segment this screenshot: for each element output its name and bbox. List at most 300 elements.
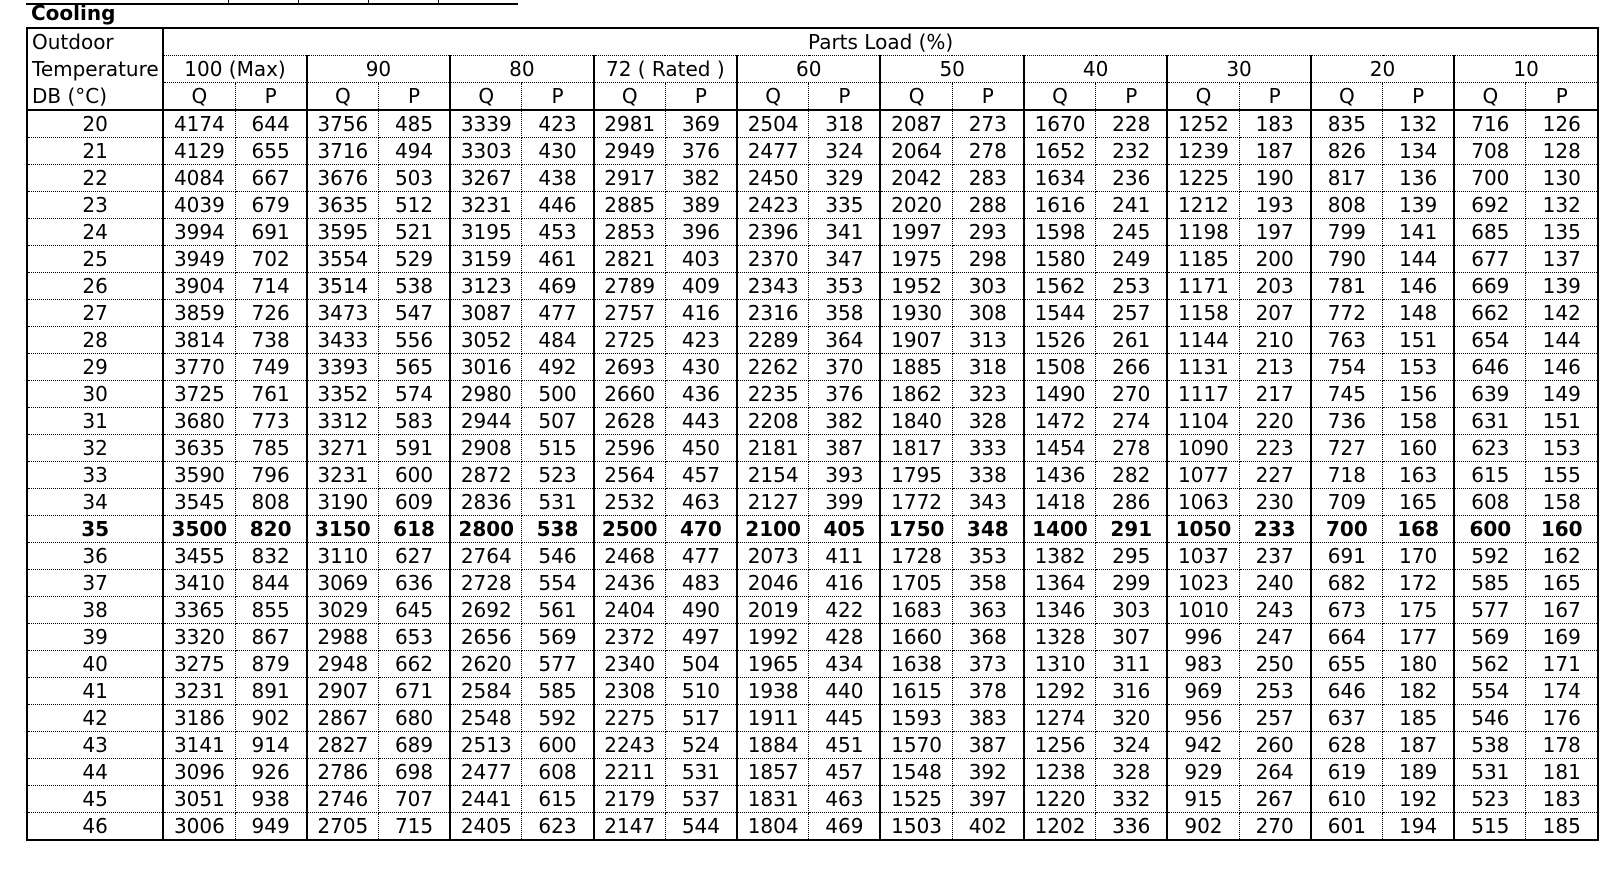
capacity-q-cell: 3087 bbox=[450, 300, 522, 327]
p-column-header: P bbox=[1383, 83, 1455, 111]
power-p-cell: 608 bbox=[522, 759, 594, 786]
capacity-q-cell: 546 bbox=[1454, 705, 1526, 732]
top-tick bbox=[228, 0, 229, 3]
power-p-cell: 484 bbox=[522, 327, 594, 354]
power-p-cell: 257 bbox=[1239, 705, 1311, 732]
capacity-q-cell: 2980 bbox=[450, 381, 522, 408]
power-p-cell: 158 bbox=[1383, 408, 1455, 435]
power-p-cell: 926 bbox=[235, 759, 307, 786]
capacity-q-cell: 2308 bbox=[594, 678, 666, 705]
power-p-cell: 241 bbox=[1096, 192, 1168, 219]
power-p-cell: 504 bbox=[665, 651, 737, 678]
capacity-q-cell: 2620 bbox=[450, 651, 522, 678]
power-p-cell: 698 bbox=[378, 759, 450, 786]
load-header: 72 ( Rated ) bbox=[594, 56, 737, 83]
table-row bbox=[27, 354, 1598, 381]
q-column-header: Q bbox=[737, 83, 809, 111]
capacity-q-cell: 1634 bbox=[1024, 165, 1096, 192]
power-p-cell: 232 bbox=[1096, 138, 1168, 165]
capacity-q-cell: 1454 bbox=[1024, 435, 1096, 462]
power-p-cell: 128 bbox=[1526, 138, 1598, 165]
table-row bbox=[27, 813, 1598, 841]
power-p-cell: 223 bbox=[1239, 435, 1311, 462]
power-p-cell: 264 bbox=[1239, 759, 1311, 786]
capacity-q-cell: 637 bbox=[1311, 705, 1383, 732]
temperature-cell: 30 bbox=[27, 381, 163, 408]
power-p-cell: 477 bbox=[665, 543, 737, 570]
capacity-q-cell: 623 bbox=[1454, 435, 1526, 462]
power-p-cell: 546 bbox=[522, 543, 594, 570]
power-p-cell: 250 bbox=[1239, 651, 1311, 678]
table-row bbox=[27, 570, 1598, 597]
power-p-cell: 257 bbox=[1096, 300, 1168, 327]
power-p-cell: 671 bbox=[378, 678, 450, 705]
capacity-q-cell: 2746 bbox=[307, 786, 379, 813]
power-p-cell: 430 bbox=[522, 138, 594, 165]
table-row bbox=[27, 300, 1598, 327]
power-p-cell: 167 bbox=[1526, 597, 1598, 624]
capacity-q-cell: 2211 bbox=[594, 759, 666, 786]
capacity-q-cell: 673 bbox=[1311, 597, 1383, 624]
capacity-q-cell: 3410 bbox=[163, 570, 235, 597]
power-p-cell: 538 bbox=[378, 273, 450, 300]
capacity-q-cell: 608 bbox=[1454, 489, 1526, 516]
power-p-cell: 565 bbox=[378, 354, 450, 381]
power-p-cell: 187 bbox=[1239, 138, 1311, 165]
capacity-q-cell: 2243 bbox=[594, 732, 666, 759]
capacity-q-cell: 3352 bbox=[307, 381, 379, 408]
power-p-cell: 353 bbox=[952, 543, 1024, 570]
table-row bbox=[27, 516, 1598, 543]
capacity-q-cell: 3455 bbox=[163, 543, 235, 570]
power-p-cell: 333 bbox=[952, 435, 1024, 462]
power-p-cell: 627 bbox=[378, 543, 450, 570]
power-p-cell: 177 bbox=[1383, 624, 1455, 651]
header-row-2 bbox=[27, 56, 1598, 83]
capacity-q-cell: 2786 bbox=[307, 759, 379, 786]
capacity-q-cell: 3123 bbox=[450, 273, 522, 300]
power-p-cell: 529 bbox=[378, 246, 450, 273]
power-p-cell: 773 bbox=[235, 408, 307, 435]
load-header: 20 bbox=[1311, 56, 1454, 83]
power-p-cell: 561 bbox=[522, 597, 594, 624]
power-p-cell: 151 bbox=[1526, 408, 1598, 435]
table-row bbox=[27, 408, 1598, 435]
temperature-cell: 33 bbox=[27, 462, 163, 489]
capacity-q-cell: 1292 bbox=[1024, 678, 1096, 705]
power-p-cell: 585 bbox=[522, 678, 594, 705]
capacity-q-cell: 615 bbox=[1454, 462, 1526, 489]
power-p-cell: 247 bbox=[1239, 624, 1311, 651]
table-row bbox=[27, 462, 1598, 489]
temperature-cell: 22 bbox=[27, 165, 163, 192]
capacity-q-cell: 628 bbox=[1311, 732, 1383, 759]
capacity-q-cell: 1911 bbox=[737, 705, 809, 732]
power-p-cell: 185 bbox=[1542, 814, 1581, 838]
power-p-cell: 500 bbox=[522, 381, 594, 408]
power-p-cell: 483 bbox=[665, 570, 737, 597]
power-p-cell: 583 bbox=[378, 408, 450, 435]
power-p-cell: 537 bbox=[665, 786, 737, 813]
table-row bbox=[27, 327, 1598, 354]
p-column-header: P bbox=[235, 83, 307, 111]
power-p-cell: 273 bbox=[952, 110, 1024, 138]
capacity-q-cell: 2988 bbox=[307, 624, 379, 651]
capacity-q-cell: 3110 bbox=[307, 543, 379, 570]
capacity-q-cell: 3680 bbox=[163, 408, 235, 435]
top-tick bbox=[368, 0, 369, 3]
power-p-cell: 141 bbox=[1383, 219, 1455, 246]
capacity-q-cell: 2100 bbox=[737, 516, 809, 543]
power-p-cell: 645 bbox=[378, 597, 450, 624]
capacity-q-cell: 3006 bbox=[163, 813, 235, 841]
power-p-cell: 867 bbox=[235, 624, 307, 651]
capacity-q-cell: 2944 bbox=[450, 408, 522, 435]
power-p-cell: 313 bbox=[952, 327, 1024, 354]
power-p-cell: 387 bbox=[952, 732, 1024, 759]
capacity-q-cell: 2046 bbox=[737, 570, 809, 597]
capacity-q-cell: 3141 bbox=[163, 732, 235, 759]
capacity-q-cell: 2692 bbox=[450, 597, 522, 624]
power-p-cell: 139 bbox=[1383, 192, 1455, 219]
table-row bbox=[27, 489, 1598, 516]
power-p-cell: 183 bbox=[1526, 786, 1598, 813]
capacity-q-cell: 2019 bbox=[737, 597, 809, 624]
power-p-cell: 446 bbox=[522, 192, 594, 219]
power-p-cell: 261 bbox=[1096, 327, 1168, 354]
table-row bbox=[27, 165, 1598, 192]
capacity-q-cell: 3514 bbox=[307, 273, 379, 300]
capacity-q-cell: 3635 bbox=[163, 435, 235, 462]
power-p-cell: 348 bbox=[952, 516, 1024, 543]
temperature-cell: 46 bbox=[27, 813, 163, 841]
capacity-q-cell: 610 bbox=[1311, 786, 1383, 813]
table-row bbox=[27, 786, 1598, 813]
power-p-cell: 369 bbox=[665, 110, 737, 138]
top-tick bbox=[298, 0, 299, 3]
capacity-q-cell: 2907 bbox=[307, 678, 379, 705]
capacity-q-cell: 781 bbox=[1311, 273, 1383, 300]
power-p-cell: 200 bbox=[1239, 246, 1311, 273]
power-p-cell: 655 bbox=[235, 138, 307, 165]
capacity-q-cell: 1938 bbox=[737, 678, 809, 705]
capacity-q-cell: 3096 bbox=[163, 759, 235, 786]
power-p-cell: 497 bbox=[665, 624, 737, 651]
capacity-q-cell: 682 bbox=[1311, 570, 1383, 597]
power-p-cell: 190 bbox=[1239, 165, 1311, 192]
power-p-cell: 494 bbox=[378, 138, 450, 165]
power-p-cell: 376 bbox=[809, 381, 881, 408]
table-row bbox=[27, 705, 1598, 732]
section-title: Cooling bbox=[31, 1, 116, 25]
power-p-cell: 329 bbox=[809, 165, 881, 192]
capacity-q-cell: 2853 bbox=[594, 219, 666, 246]
capacity-q-cell: 754 bbox=[1311, 354, 1383, 381]
capacity-q-cell: 983 bbox=[1167, 651, 1239, 678]
power-p-cell: 311 bbox=[1096, 651, 1168, 678]
power-p-cell: 373 bbox=[952, 651, 1024, 678]
load-header: 90 bbox=[307, 56, 450, 83]
capacity-q-cell: 3029 bbox=[307, 597, 379, 624]
power-p-cell: 171 bbox=[1526, 651, 1598, 678]
temperature-cell: 29 bbox=[27, 354, 163, 381]
power-p-cell: 855 bbox=[235, 597, 307, 624]
capacity-q-cell: 1997 bbox=[880, 219, 952, 246]
power-p-cell: 358 bbox=[809, 300, 881, 327]
capacity-q-cell: 2343 bbox=[737, 273, 809, 300]
power-p-cell: 165 bbox=[1526, 570, 1598, 597]
table-row bbox=[27, 732, 1598, 759]
table-row bbox=[27, 435, 1598, 462]
capacity-q-cell: 2436 bbox=[594, 570, 666, 597]
power-p-cell: 136 bbox=[1383, 165, 1455, 192]
load-header: 30 bbox=[1167, 56, 1310, 83]
power-p-cell: 879 bbox=[235, 651, 307, 678]
capacity-q-cell: 1930 bbox=[880, 300, 952, 327]
table-row bbox=[27, 138, 1598, 165]
power-p-cell: 328 bbox=[952, 408, 1024, 435]
power-p-cell: 353 bbox=[809, 273, 881, 300]
temperature-cell: 36 bbox=[27, 543, 163, 570]
capacity-q-cell: 1840 bbox=[880, 408, 952, 435]
capacity-q-cell: 790 bbox=[1311, 246, 1383, 273]
q-column-header: Q bbox=[1311, 83, 1383, 111]
q-column-header: Q bbox=[880, 83, 952, 111]
power-p-cell: 168 bbox=[1383, 516, 1455, 543]
table-row bbox=[27, 110, 1598, 138]
capacity-q-cell: 1683 bbox=[880, 597, 952, 624]
power-p-cell: 245 bbox=[1096, 219, 1168, 246]
capacity-q-cell: 1526 bbox=[1024, 327, 1096, 354]
power-p-cell: 438 bbox=[522, 165, 594, 192]
power-p-cell: 396 bbox=[665, 219, 737, 246]
power-p-cell: 577 bbox=[522, 651, 594, 678]
power-p-cell: 600 bbox=[378, 462, 450, 489]
power-p-cell: 160 bbox=[1526, 516, 1598, 543]
power-p-cell: 187 bbox=[1383, 732, 1455, 759]
power-p-cell: 503 bbox=[378, 165, 450, 192]
capacity-q-cell: 2235 bbox=[737, 381, 809, 408]
temperature-cell: 28 bbox=[27, 327, 163, 354]
power-p-cell: 183 bbox=[1239, 110, 1311, 138]
power-p-cell: 134 bbox=[1383, 138, 1455, 165]
capacity-q-cell: 3393 bbox=[307, 354, 379, 381]
capacity-q-cell: 1252 bbox=[1167, 110, 1239, 138]
table-row bbox=[27, 219, 1598, 246]
capacity-q-cell: 1202 bbox=[1024, 813, 1096, 841]
power-p-cell: 702 bbox=[235, 246, 307, 273]
table-row bbox=[27, 597, 1598, 624]
capacity-q-cell: 1548 bbox=[880, 759, 952, 786]
p-column-header: P bbox=[1096, 83, 1168, 111]
temperature-cell: 44 bbox=[27, 759, 163, 786]
power-p-cell: 146 bbox=[1383, 273, 1455, 300]
power-p-cell: 485 bbox=[378, 110, 450, 138]
capacity-q-cell: 2275 bbox=[594, 705, 666, 732]
capacity-q-cell: 685 bbox=[1454, 219, 1526, 246]
capacity-q-cell: 3069 bbox=[307, 570, 379, 597]
capacity-q-cell: 2450 bbox=[737, 165, 809, 192]
capacity-q-cell: 826 bbox=[1311, 138, 1383, 165]
power-p-cell: 785 bbox=[235, 435, 307, 462]
capacity-q-cell: 2396 bbox=[737, 219, 809, 246]
capacity-q-cell: 2370 bbox=[737, 246, 809, 273]
capacity-q-cell: 763 bbox=[1311, 327, 1383, 354]
capacity-q-cell: 1508 bbox=[1024, 354, 1096, 381]
power-p-cell: 409 bbox=[665, 273, 737, 300]
power-p-cell: 521 bbox=[378, 219, 450, 246]
capacity-q-cell: 3186 bbox=[163, 705, 235, 732]
power-p-cell: 158 bbox=[1526, 489, 1598, 516]
capacity-q-cell: 1144 bbox=[1167, 327, 1239, 354]
capacity-q-cell: 3231 bbox=[307, 462, 379, 489]
capacity-q-cell: 996 bbox=[1167, 624, 1239, 651]
capacity-q-cell: 2885 bbox=[594, 192, 666, 219]
capacity-q-cell: 2500 bbox=[594, 516, 666, 543]
capacity-q-cell: 1952 bbox=[880, 273, 952, 300]
capacity-q-cell: 2764 bbox=[450, 543, 522, 570]
power-p-cell: 389 bbox=[665, 192, 737, 219]
capacity-q-cell: 2477 bbox=[450, 759, 522, 786]
power-p-cell: 382 bbox=[665, 165, 737, 192]
capacity-q-cell: 3500 bbox=[163, 516, 235, 543]
table-row bbox=[27, 624, 1598, 651]
power-p-cell: 227 bbox=[1239, 462, 1311, 489]
power-p-cell: 662 bbox=[378, 651, 450, 678]
capacity-q-cell: 1490 bbox=[1024, 381, 1096, 408]
power-p-cell: 316 bbox=[1096, 678, 1168, 705]
table-row bbox=[27, 651, 1598, 678]
power-p-cell: 512 bbox=[378, 192, 450, 219]
capacity-q-cell: 1965 bbox=[737, 651, 809, 678]
power-p-cell: 436 bbox=[665, 381, 737, 408]
capacity-q-cell: 2532 bbox=[594, 489, 666, 516]
capacity-q-cell: 655 bbox=[1311, 651, 1383, 678]
power-p-cell: 293 bbox=[952, 219, 1024, 246]
capacity-q-cell: 3725 bbox=[163, 381, 235, 408]
capacity-q-cell: 745 bbox=[1311, 381, 1383, 408]
power-p-cell: 139 bbox=[1526, 273, 1598, 300]
capacity-q-cell: 3271 bbox=[307, 435, 379, 462]
capacity-q-cell: 1472 bbox=[1024, 408, 1096, 435]
power-p-cell: 832 bbox=[235, 543, 307, 570]
capacity-q-cell: 3365 bbox=[163, 597, 235, 624]
power-p-cell: 266 bbox=[1096, 354, 1168, 381]
capacity-q-cell: 3267 bbox=[450, 165, 522, 192]
power-p-cell: 469 bbox=[522, 273, 594, 300]
capacity-q-cell: 3554 bbox=[307, 246, 379, 273]
capacity-q-cell: 4084 bbox=[163, 165, 235, 192]
power-p-cell: 383 bbox=[952, 705, 1024, 732]
load-header: 40 bbox=[1024, 56, 1167, 83]
capacity-q-cell: 4039 bbox=[163, 192, 235, 219]
capacity-q-cell: 835 bbox=[1311, 110, 1383, 138]
temperature-label: Temperature bbox=[27, 56, 163, 83]
capacity-q-cell: 2405 bbox=[450, 813, 522, 841]
power-p-cell: 210 bbox=[1239, 327, 1311, 354]
power-p-cell: 715 bbox=[378, 813, 450, 841]
capacity-q-cell: 1131 bbox=[1167, 354, 1239, 381]
capacity-q-cell: 4174 bbox=[163, 110, 235, 138]
temperature-cell: 20 bbox=[27, 110, 163, 138]
power-p-cell: 320 bbox=[1096, 705, 1168, 732]
power-p-cell: 430 bbox=[665, 354, 737, 381]
power-p-cell: 343 bbox=[952, 489, 1024, 516]
power-p-cell: 146 bbox=[1526, 354, 1598, 381]
power-p-cell: 358 bbox=[952, 570, 1024, 597]
power-p-cell: 636 bbox=[378, 570, 450, 597]
power-p-cell: 450 bbox=[665, 435, 737, 462]
capacity-q-cell: 1975 bbox=[880, 246, 952, 273]
power-p-cell: 434 bbox=[809, 651, 881, 678]
temperature-cell: 42 bbox=[27, 705, 163, 732]
capacity-q-cell: 700 bbox=[1454, 165, 1526, 192]
power-p-cell: 422 bbox=[809, 597, 881, 624]
capacity-q-cell: 1198 bbox=[1167, 219, 1239, 246]
capacity-q-cell: 2513 bbox=[450, 732, 522, 759]
power-p-cell: 370 bbox=[809, 354, 881, 381]
power-p-cell: 332 bbox=[1096, 786, 1168, 813]
capacity-q-cell: 1436 bbox=[1024, 462, 1096, 489]
power-p-cell: 679 bbox=[235, 192, 307, 219]
load-header: 50 bbox=[880, 56, 1023, 83]
power-p-cell: 392 bbox=[952, 759, 1024, 786]
capacity-q-cell: 817 bbox=[1311, 165, 1383, 192]
temperature-cell: 39 bbox=[27, 624, 163, 651]
p-column-header: P bbox=[378, 83, 450, 111]
capacity-q-cell: 2208 bbox=[737, 408, 809, 435]
power-p-cell: 477 bbox=[522, 300, 594, 327]
capacity-q-cell: 1593 bbox=[880, 705, 952, 732]
power-p-cell: 142 bbox=[1526, 300, 1598, 327]
table-row bbox=[27, 381, 1598, 408]
temperature-cell: 31 bbox=[27, 408, 163, 435]
table-row bbox=[27, 678, 1598, 705]
power-p-cell: 260 bbox=[1239, 732, 1311, 759]
power-p-cell: 203 bbox=[1239, 273, 1311, 300]
capacity-q-cell: 1400 bbox=[1024, 516, 1096, 543]
power-p-cell: 303 bbox=[952, 273, 1024, 300]
power-p-cell: 714 bbox=[235, 273, 307, 300]
power-p-cell: 623 bbox=[522, 813, 594, 841]
capacity-q-cell: 2981 bbox=[594, 110, 666, 138]
capacity-q-cell: 915 bbox=[1167, 786, 1239, 813]
temperature-cell: 24 bbox=[27, 219, 163, 246]
power-p-cell: 416 bbox=[809, 570, 881, 597]
header-row-1 bbox=[27, 28, 1598, 56]
power-p-cell: 130 bbox=[1526, 165, 1598, 192]
power-p-cell: 153 bbox=[1526, 435, 1598, 462]
capacity-q-cell: 2423 bbox=[737, 192, 809, 219]
p-column-header: P bbox=[952, 83, 1024, 111]
power-p-cell: 303 bbox=[1096, 597, 1168, 624]
power-p-cell: 556 bbox=[378, 327, 450, 354]
power-p-cell: 253 bbox=[1239, 678, 1311, 705]
power-p-cell: 286 bbox=[1096, 489, 1168, 516]
capacity-q-cell: 1346 bbox=[1024, 597, 1096, 624]
power-p-cell: 298 bbox=[952, 246, 1024, 273]
capacity-q-cell: 562 bbox=[1454, 651, 1526, 678]
power-p-cell: 295 bbox=[1096, 543, 1168, 570]
power-p-cell: 155 bbox=[1526, 462, 1598, 489]
power-p-cell: 197 bbox=[1239, 219, 1311, 246]
power-p-cell: 411 bbox=[809, 543, 881, 570]
capacity-q-cell: 2564 bbox=[594, 462, 666, 489]
power-p-cell: 938 bbox=[235, 786, 307, 813]
temperature-cell: 26 bbox=[27, 273, 163, 300]
capacity-q-cell: 631 bbox=[1454, 408, 1526, 435]
capacity-q-cell: 1090 bbox=[1167, 435, 1239, 462]
